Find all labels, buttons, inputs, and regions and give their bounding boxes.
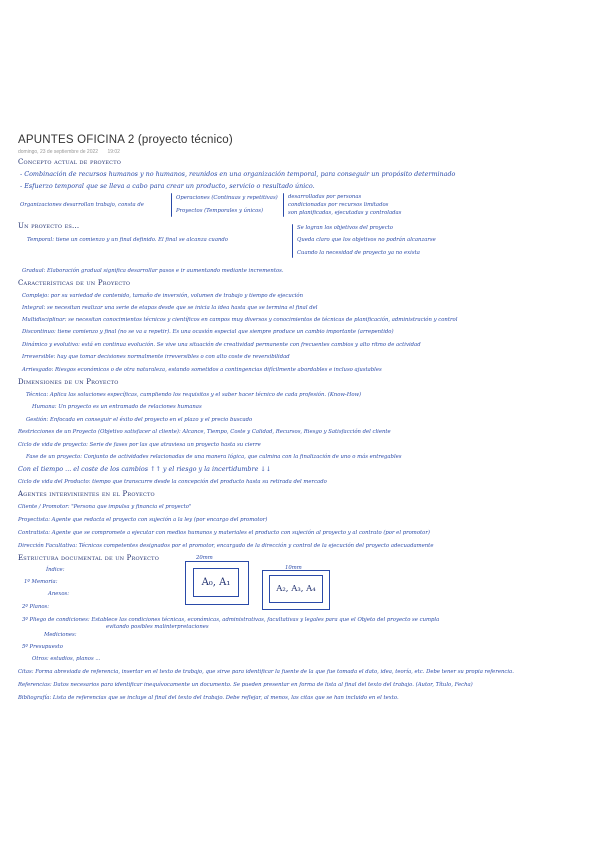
page-date: domingo, 23 de septiembre de 2022 bbox=[18, 149, 99, 155]
heading-dimensiones: Dimensiones de un Proyecto bbox=[18, 378, 119, 386]
note-line: Proyectos (Temporales y únicos) bbox=[176, 208, 264, 214]
note-line: Multidisciplinar: se necesitan conocimientos técnicos y científicos en campos muy diversos y conocimientos de técnicas de planificación, administración y control bbox=[22, 317, 458, 323]
brace bbox=[292, 224, 293, 258]
note-line: Discontinuo: tiene comienzo y final (no se va a repetir). Es una ocasión especial que siempre produce un cambio importante (arrepentido) bbox=[22, 329, 394, 335]
page-title: APUNTES OFICINA 2 (proyecto técnico) bbox=[18, 134, 233, 146]
note-line: Restricciones de un Proyecto (Objetivo satisfacer al cliente): Alcance, Tiempo, Coste y Calidad, Recursos, Riesgo y Satisfacción del cliente bbox=[18, 429, 391, 435]
heading-estructura: Estructura documental de un Proyecto bbox=[18, 554, 160, 562]
note-line: Irreversible: hay que tomar decisiones normalmente irreversibles o con alto coste de reversibilidad bbox=[22, 354, 290, 360]
note-line: - Combinación de recursos humanos y no humanos, reunidos en una organización temporal, para conseguir un propósito determinado bbox=[20, 170, 456, 178]
note-line: Bibliografía: Lista de referencias que se incluye al final del texto del trabajo. Debe reflejar, al menos, las citas que se han incluido en el texto. bbox=[18, 695, 399, 701]
note-line: Citas: Forma abreviada de referencia, insertar en el texto de trabajo, que sirve para identificar la fuente de la que fue tomada el dato, idea, teoría, etc. Debe tener su propia referencia. bbox=[18, 669, 514, 675]
note-line: Gradual: Elaboración gradual significa desarrollar pasos e ir aumentando mediante incrementos. bbox=[22, 268, 284, 274]
heading-caracteristicas: Características de un Proyecto bbox=[18, 279, 131, 287]
note-line: Proyectista: Agente que redacta el proyecto con sujeción a la ley (por encargo del promotor) bbox=[18, 517, 268, 523]
note-line: son planificadas, ejecutadas y controladas bbox=[288, 210, 402, 216]
page-time: 19:02 bbox=[107, 149, 120, 155]
structure-item: Índice: bbox=[46, 567, 65, 573]
note-line: Técnica: Aplica las soluciones específicas, cumpliendo los requisitos y el saber hacer técnico de cada profesión. (Know-How) bbox=[26, 392, 362, 398]
brace bbox=[171, 193, 172, 217]
heading-agentes: Agentes intervinientes en el Proyecto bbox=[18, 490, 155, 498]
heading-concepto: Concepto actual de proyecto bbox=[18, 158, 122, 166]
format-box-a2-a4: A₂, A₃, A₄ bbox=[269, 575, 323, 603]
note-line: Cuando la necesidad de proyecto ya no exista bbox=[297, 250, 420, 256]
heading-un-proyecto: Un proyecto es... bbox=[18, 222, 80, 230]
note-line: Temporal: tiene un comienzo y un final definido. El final se alcanza cuando bbox=[27, 237, 228, 243]
note-line: Se logran los objetivos del proyecto bbox=[297, 225, 393, 231]
note-line: Gestión: Enfocada en conseguir el éxito del proyecto en el plazo y el precio buscado bbox=[26, 417, 253, 423]
note-line: Operaciones (Continuas y repetitivas) bbox=[176, 195, 278, 201]
brace bbox=[283, 193, 284, 217]
note-line: Dinámico y evolutivo: está en continua evolución. Se vive una situación de creatividad permanente con frecuentes cambios y alto ritmo de actividad bbox=[22, 342, 421, 348]
page-meta bbox=[18, 149, 120, 155]
note-line: Cliente / Promotor: "Persona que impulsa y financia el proyecto" bbox=[18, 504, 192, 510]
structure-item: Mediciones: bbox=[44, 632, 77, 638]
note-line: - Esfuerzo temporal que se lleva a cabo para crear un producto, servicio o resultado único. bbox=[20, 182, 315, 190]
note-line: Complejo: por su variedad de contenido, tamaño de inversión, volumen de trabajo y tiempo de ejecución bbox=[22, 293, 304, 299]
note-line: Humana: Un proyecto es un entramado de relaciones humanas bbox=[32, 404, 202, 410]
structure-item: 2º Planos: bbox=[22, 604, 50, 610]
note-line: desarrolladas por personas bbox=[288, 194, 362, 200]
note-line: Con el tiempo ... el coste de los cambios ↑↑ y el riesgo y la incertidumbre ↓↓ bbox=[18, 465, 272, 473]
note-line: Contratista: Agente que se compromete a ejecutar con medios humanos y materiales el producto con sujeción al proyecto y al contrato (por el promotor) bbox=[18, 530, 430, 536]
structure-item: Anexos: bbox=[48, 591, 70, 597]
note-line: Organizaciones desarrollan trabajo, consta de bbox=[20, 202, 144, 208]
structure-item: 5º Presupuesto bbox=[22, 644, 63, 650]
note-line: condicionadas por recursos limitados bbox=[288, 202, 389, 208]
format-box-a0-a1: A₀, A₁ bbox=[193, 568, 239, 597]
note-line: Referencias: Datos necesarios para identificar inequívocamente un documento. Se pueden presentar en forma de lista al final del texto del trabajo. (Autor, Título, Fecha) bbox=[18, 682, 473, 688]
note-line: Dirección Facultativa: Técnicos competentes designados por el promotor, encargado de la dirección y control de la ejecución del proyecto adecuadamente bbox=[18, 543, 434, 549]
structure-item: Otros: estudios, planos ... bbox=[32, 656, 101, 662]
note-line: Ciclo de vida del Producto: tiempo que transcurre desde la concepción del producto hasta su retirada del mercado bbox=[18, 479, 327, 485]
note-line: Queda claro que los objetivos no podrán alcanzarse bbox=[297, 237, 436, 243]
structure-item: 3º Pliego de condiciones: Establece las condiciones técnicas, económicas, administrativas, facultativas y legales para que el Objeto del proyecto se cumpla bbox=[22, 617, 440, 623]
note-line: Ciclo de vida de proyecto: Serie de fases por las que atraviesa un proyecto hasta su cierre bbox=[18, 442, 261, 448]
format-label-10mm: 10mm bbox=[285, 565, 302, 571]
note-line: Fase de un proyecto: Conjunto de actividades relacionadas de una manera lógica, que culmina con la finalización de uno o más entregables bbox=[26, 454, 402, 460]
note-line: Integral: se necesitan realizar una serie de etapas desde que se inicia la idea hasta que se termina el final del bbox=[22, 305, 318, 311]
structure-item: evitando posibles malinterpretaciones bbox=[106, 624, 209, 630]
note-line: Arriesgado: Riesgos económicos o de otra naturaleza, estando sometidos a contingencias difícilmente abordables e incluso ajustables bbox=[22, 367, 382, 373]
structure-item: 1º Memoria: bbox=[24, 579, 58, 585]
format-label-20mm: 20mm bbox=[196, 555, 213, 561]
